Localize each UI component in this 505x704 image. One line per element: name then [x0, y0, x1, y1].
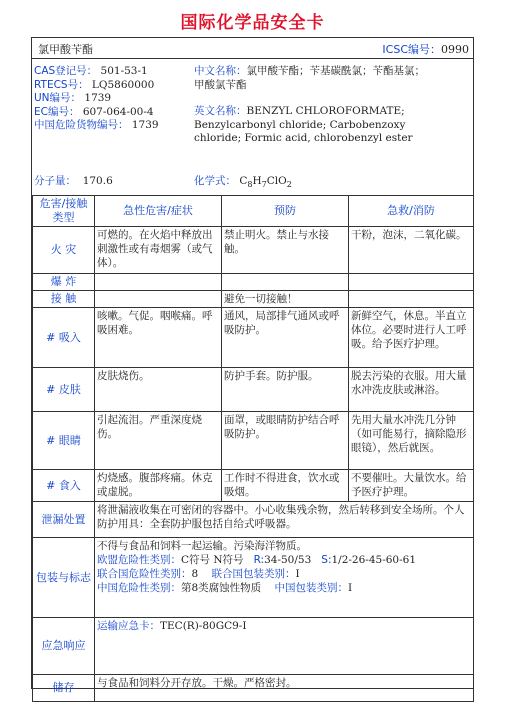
- identifiers: [34, 65, 194, 133]
- storage-text: 与食品和饲料分开存放。干燥。严格密封。: [95, 675, 474, 702]
- row-first-aid: 干粉，泡沫，二氧化碳。: [349, 227, 474, 274]
- row-prevention: 防护手套。防护服。: [222, 368, 349, 412]
- row-symptoms: 皮肤烧伤。: [95, 368, 222, 412]
- formula-label: 化学式：: [194, 175, 236, 187]
- row-symptoms: 咳嗽。气促。咽喉痛。呼吸困难。: [95, 308, 222, 368]
- un-pack-value: I: [295, 568, 300, 580]
- cn-name-label: 中文名称：: [194, 65, 247, 77]
- un-class-value: 8: [191, 568, 199, 580]
- row-prevention: 禁止明火。禁止与水接触。: [222, 227, 349, 274]
- emergency-row: [33, 618, 474, 675]
- packaging-content: [95, 538, 474, 618]
- mw-value: 170.6: [82, 175, 113, 187]
- card-header: [32, 38, 473, 59]
- table-row: [33, 227, 474, 274]
- hazard-table: [32, 195, 474, 702]
- table-row: [33, 368, 474, 412]
- en-name-line2: Benzylcarbonyl chloride; Carbobenzoxy: [194, 118, 406, 131]
- ec-value: 607-064-00-4: [82, 105, 154, 118]
- row-symptoms: 可燃的。在火焰中释放出刺激性或有毒烟雾（或气体）。: [95, 227, 222, 274]
- packaging-row: [33, 538, 474, 618]
- s-label: S:: [321, 554, 332, 566]
- row-type: # 食入: [33, 470, 95, 502]
- rtecs-label: RTECS号：: [34, 78, 89, 91]
- row-type: # 眼睛: [33, 412, 95, 470]
- cn-dg-label: 中国危险货物编号：: [34, 119, 129, 131]
- rtecs-value: LQ5860000: [91, 78, 155, 91]
- eu-class-value: C符号 N符号: [181, 554, 244, 566]
- row-first-aid: [349, 291, 474, 308]
- col-first-aid: 急救/消防: [349, 196, 474, 227]
- emergency-label: 运输应急卡：: [97, 620, 160, 632]
- col-symptoms: 急性危害/症状: [95, 196, 222, 227]
- row-symptoms: [95, 274, 222, 291]
- row-symptoms: 引起流泪。严重深度烧伤。: [95, 412, 222, 470]
- spill-type: 泄漏处置: [33, 502, 95, 538]
- row-type: # 皮肤: [33, 368, 95, 412]
- emergency-content: [95, 618, 474, 675]
- safety-card: [31, 37, 474, 694]
- emergency-value: TEC(R)-80GC9-I: [160, 620, 247, 632]
- r-value: 34-50/53: [264, 554, 312, 566]
- en-name-line1: BENZYL CHLOROFORMATE;: [246, 105, 405, 117]
- cas-value: 501-53-1: [100, 65, 148, 77]
- row-type: 火 灾: [33, 227, 95, 274]
- table-row: [33, 412, 474, 470]
- cn-class-value: 第8类腐蚀性物质: [181, 582, 262, 594]
- cn-class-label: 中国危险性类别：: [97, 582, 181, 594]
- table-row: [33, 308, 474, 368]
- cn-pack-label: 中国包装类别：: [274, 582, 349, 594]
- row-prevention: [222, 274, 349, 291]
- packaging-type: 包装与标志: [33, 538, 95, 618]
- table-header-row: [33, 196, 474, 227]
- row-type: 爆 炸: [33, 274, 95, 291]
- row-type: # 吸入: [33, 308, 95, 368]
- col-type: 危害/接触类型: [33, 196, 95, 227]
- un-value: 1739: [84, 92, 112, 104]
- row-prevention: 面罩，或眼睛防护结合呼吸防护。: [222, 412, 349, 470]
- spill-text: 将泄漏液收集在可密闭的容器中。小心收集残余物，然后转移到安全场所。个人防护用具：全套防护服包括自给式呼吸器。: [95, 502, 474, 538]
- chemical-name: 氯甲酸苄酯: [38, 43, 93, 56]
- row-first-aid: 新鲜空气，休息。半直立体位。必要时进行人工呼吸。给予医疗护理。: [349, 308, 474, 368]
- table-row: [33, 274, 474, 291]
- cn-name-line1: 氯甲酸苄酯；苄基碳酰氯；苄酯基氯；: [246, 65, 425, 77]
- un-pack-label: 联合国包装类别：: [211, 568, 296, 580]
- row-first-aid: [349, 274, 474, 291]
- row-symptoms: [95, 291, 222, 308]
- row-prevention: 通风，局部排气通风或呼吸防护。: [222, 308, 349, 368]
- molecular-weight: [34, 175, 113, 189]
- icsc-label: ICSC编号：: [382, 43, 441, 56]
- ec-label: EC编号：: [34, 105, 80, 118]
- row-prevention: 避免一切接触！: [222, 291, 349, 308]
- en-name-line3: chloride; Formic acid, chlorobenzyl ester: [194, 132, 413, 144]
- row-first-aid: 不要催吐。大量饮水。给予医疗护理。: [349, 470, 474, 502]
- spill-row: [33, 502, 474, 538]
- row-first-aid: 先用大量水冲洗几分钟（如可能易行，摘除隐形眼镜），然后就医。: [349, 412, 474, 470]
- row-type: 接 触: [33, 291, 95, 308]
- table-row: [33, 470, 474, 502]
- cn-pack-value: I: [348, 582, 353, 594]
- packaging-line1: 不得与食品和饲料一起运输。污染海洋物质。: [97, 540, 307, 552]
- row-symptoms: 灼烧感。腹部疼痛。休克或虚脱。: [95, 470, 222, 502]
- names-block: [194, 65, 472, 146]
- cas-label: CAS登记号：: [34, 65, 98, 77]
- row-prevention: 工作时不得进食，饮水或吸烟。: [222, 470, 349, 502]
- mw-label: 分子量：: [34, 175, 76, 187]
- icsc-number: [382, 41, 469, 57]
- icsc-value: 0990: [441, 43, 469, 56]
- eu-class-label: 欧盟危险性类别：: [97, 554, 181, 566]
- r-label: R:: [253, 554, 265, 566]
- en-name-label: 英文名称：: [194, 105, 247, 117]
- card-title: 国际化学品安全卡: [180, 13, 325, 33]
- emergency-type: 应急响应: [33, 618, 95, 675]
- row-first-aid: 脱去污染的衣服。用大量水冲洗皮肤或淋浴。: [349, 368, 474, 412]
- s-value: 1/2-26-45-60-61: [331, 554, 417, 566]
- table-row: [33, 291, 474, 308]
- formula-value: $C_8H_7ClO_2$: [239, 175, 292, 190]
- storage-type: 储存: [33, 675, 95, 702]
- un-label: UN编号：: [34, 92, 82, 104]
- cn-dg-value: 1739: [131, 119, 159, 131]
- cn-name-line2: 甲酸氯苄酯: [194, 78, 247, 91]
- chemical-formula: [194, 175, 292, 192]
- storage-row: [33, 675, 474, 702]
- un-class-label: 联合国危险性类别：: [97, 568, 192, 580]
- col-prevention: 预防: [222, 196, 349, 227]
